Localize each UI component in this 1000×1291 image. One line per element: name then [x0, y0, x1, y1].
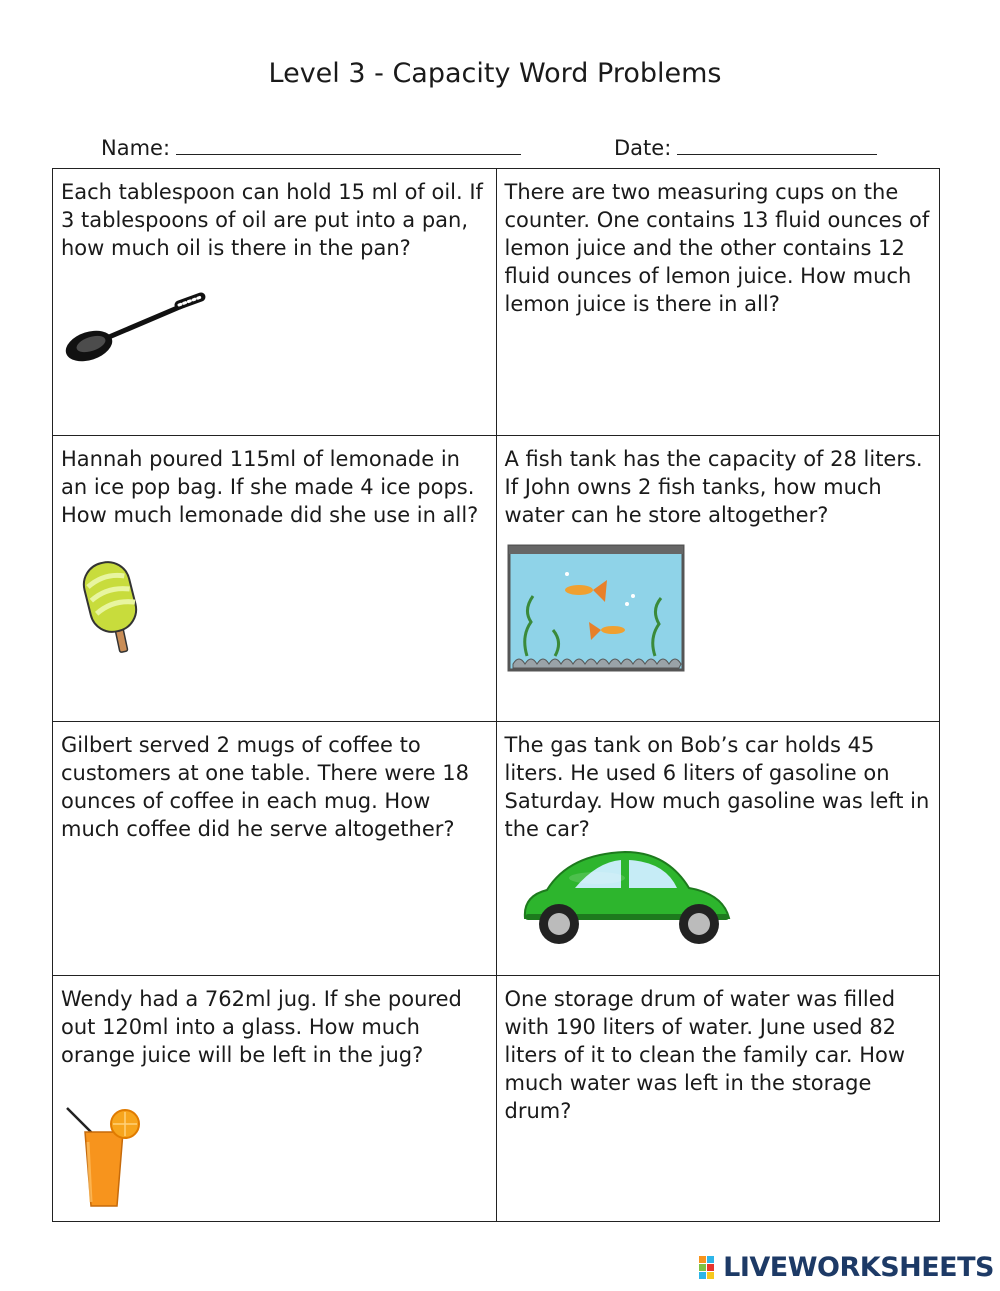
problem-text: Wendy had a 762ml jug. If she poured out 120ml into a glass. How much orange juice will be left in the jug? — [61, 987, 462, 1067]
problem-text: One storage drum of water was filled with 190 liters of water. June used 82 liters of it to clean the family car. How much water was left in the storage drum? — [504, 987, 906, 1123]
car-image — [517, 848, 735, 948]
date-field[interactable] — [614, 136, 877, 160]
problem-text: There are two measuring cups on the counter. One contains 13 fluid ounces of lemon juice and the other contains 12 fluid ounces of lemon juice. How much lemon juice is there in all? — [504, 180, 930, 316]
problem-text: Gilbert served 2 mugs of coffee to customers at one table. There were 18 ounces of coffee in each mug. How much coffee did he serve altogether? — [61, 733, 469, 841]
problem-text: A fish tank has the capacity of 28 liters. If John owns 2 fish tanks, how much water can he store altogether? — [504, 447, 923, 527]
problems-grid — [52, 168, 940, 1222]
name-label: Name: — [101, 136, 171, 160]
problem-cell — [53, 722, 497, 976]
orange-juice-image — [61, 1102, 143, 1210]
problem-cell — [496, 976, 940, 1222]
name-blank-line[interactable] — [176, 136, 521, 155]
liveworksheets-logo-icon — [699, 1256, 723, 1280]
spoon-image — [61, 291, 211, 371]
problem-text: Hannah poured 115ml of lemonade in an ice pop bag. If she made 4 ice pops. How much lemonade did she use in all? — [61, 447, 479, 527]
date-label: Date: — [614, 136, 672, 160]
worksheet-title: Level 3 - Capacity Word Problems — [268, 58, 722, 89]
problem-cell — [53, 436, 497, 722]
name-field[interactable] — [101, 136, 521, 160]
brand-logo — [699, 1252, 994, 1283]
problem-cell — [496, 722, 940, 976]
problem-cell — [53, 169, 497, 436]
problem-text: The gas tank on Bob’s car holds 45 liters. He used 6 liters of gasoline on Saturday. How much gasoline was left in the car? — [504, 733, 930, 841]
problem-cell — [53, 976, 497, 1222]
date-blank-line[interactable] — [677, 136, 877, 155]
problem-cell — [496, 436, 940, 722]
fish-tank-image — [507, 544, 685, 672]
problem-text: Each tablespoon can hold 15 ml of oil. If 3 tablespoons of oil are put into a pan, how much oil is there in the pan? — [61, 180, 483, 260]
problem-cell — [496, 169, 940, 436]
ice-pop-image — [79, 558, 151, 664]
brand-name: LIVEWORKSHEETS — [723, 1252, 994, 1283]
